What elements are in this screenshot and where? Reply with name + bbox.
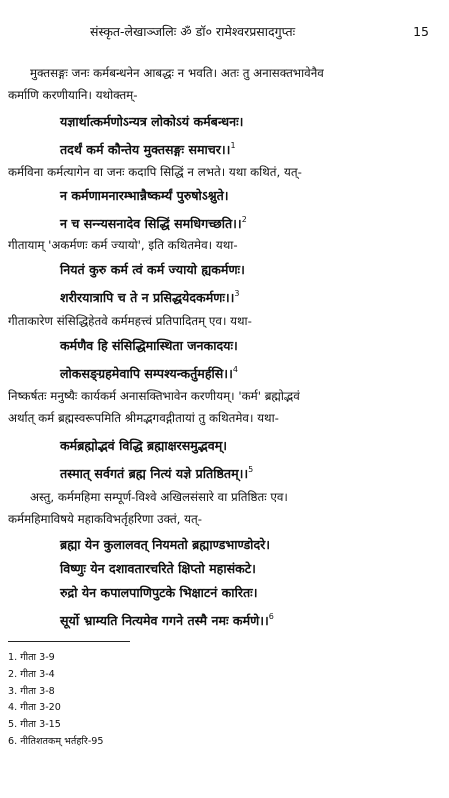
paragraph-line: कर्ममहिमाविषये महाकविभर्तृहरिणा उक्तं, यत्- — [8, 512, 203, 526]
verse-line: तदर्थं कर्म कौन्तेय मुक्तसङ्गः समाचर।।$^1$ — [60, 141, 236, 157]
verse-line: सूर्यो भ्राम्यति नित्यमेव गगने तस्मै नमः कर्मणे।।$^6$ — [60, 612, 274, 628]
verse-2 — [60, 184, 440, 236]
footnote-marker: 1 — [230, 141, 236, 150]
paragraph-line: अस्तु, कर्ममहिमा सम्पूर्ण-विश्वे अखिलसंसारे वा प्रतिष्ठितः एव। — [30, 490, 288, 504]
paragraph-line: कर्माणि करणीयानि। यथोक्तम्- — [8, 88, 138, 102]
paragraph-1 — [8, 62, 440, 106]
footnote: 1. गीता 3-9 — [8, 652, 55, 663]
verse-line: लोकसङ्ग्रहमेवापि सम्पश्यन्कर्तुमर्हसि।।$^4$ — [60, 365, 238, 381]
paragraph-line: गीताकारेण संसिद्धिहेतवे कर्ममहत्त्वं प्रतिपादितम् एव। यथा- — [8, 314, 252, 328]
paragraph-line: गीतायाम् 'अकर्मणः कर्म ज्यायो', इति कथितमेव। यथा- — [8, 238, 238, 252]
verse-line: कर्मणैव हि संसिद्धिमास्थिता जनकादयः। — [60, 338, 238, 353]
paragraph-3 — [8, 234, 440, 256]
footnote-marker: 6 — [268, 612, 274, 621]
footnotes — [8, 650, 308, 751]
verse-line: तस्मात् सर्वगतं ब्रह्म नित्यं यज्ञे प्रतिष्ठितम्।।$^5$ — [60, 465, 254, 481]
footnote-divider — [8, 641, 130, 642]
paragraph-line: कर्मविना कर्मत्यागेन वा जनः कदापि सिद्धिं न लभते। यथा कथितं, यत्- — [8, 165, 302, 179]
paragraph-5 — [8, 385, 440, 429]
paragraph-4 — [8, 310, 440, 332]
footnote-marker: 5 — [248, 465, 254, 474]
verse-line: रुद्रो येन कपालपाणिपुटके भिक्षाटनं कारितः। — [60, 585, 258, 600]
running-title: संस्कृत-लेखाञ्जलिः ॐ डॉ० रामेश्वरप्रसादगुप्तः — [90, 24, 296, 39]
verse-line: न च सन्न्यसनादेव सिद्धिं समधिगच्छति।।$^2$ — [60, 215, 247, 231]
footnote: 3. गीता 3-8 — [8, 685, 55, 697]
paragraph-line: अर्थात् कर्म ब्रह्मस्वरूपमिति श्रीमद्भगवद्गीतायां तु कथितमेव। यथा- — [8, 411, 279, 425]
verse-1 — [60, 110, 440, 162]
verse-3 — [60, 258, 440, 310]
verse-line: शरीरयात्रापि च ते न प्रसिद्धयेदकर्मणः।।$^3$ — [60, 289, 240, 305]
verse-line: यज्ञार्थात्कर्मणोऽन्यत्र लोकोऽयं कर्मबन्धनः। — [60, 114, 244, 129]
paragraph-6 — [8, 486, 440, 530]
footnote-marker: 2 — [241, 215, 247, 224]
page-number: 15 — [413, 24, 429, 39]
paragraph-line: मुक्तसङ्गः जनः कर्मबन्धनेन आबद्धः न भवति। अतः तु अनासक्तभावेनैव — [30, 66, 324, 80]
paragraph-2 — [8, 161, 440, 183]
verse-line: विष्णुः येन दशावतारचरिते क्षिप्तो महासंकटे। — [60, 561, 256, 576]
footnote-marker: 4 — [232, 365, 238, 374]
verse-6 — [60, 533, 440, 633]
verse-4 — [60, 334, 440, 386]
verse-line: न कर्मणामनारम्भान्नैष्कर्म्यं पुरुषोऽश्नुते। — [60, 188, 229, 203]
footnote: 5. गीता 3-15 — [8, 719, 61, 731]
page-header — [0, 22, 449, 42]
verse-line: नियतं कुरु कर्म त्वं कर्म ज्यायो ह्यकर्मणः। — [60, 262, 245, 277]
footnote: 2. गीता 3-4 — [8, 668, 55, 680]
footnote-marker: 3 — [234, 289, 240, 298]
verse-5 — [60, 434, 440, 486]
verse-line: कर्मब्रह्मोद्भवं विद्धि ब्रह्माक्षरसमुद्भवम्। — [60, 438, 228, 453]
verse-line: ब्रह्मा येन कुलालवत् नियमतो ब्रह्माण्डभाण्डोदरे। — [60, 537, 271, 552]
footnote: 6. नीतिशतकम् भर्तहरि-95 — [8, 735, 104, 747]
footnote: 4. गीता 3-20 — [8, 702, 61, 714]
paragraph-line: निष्कर्षतः मनुष्यैः कार्यकर्म अनासक्तिभावेन करणीयम्। 'कर्म' ब्रह्मोद्भवं — [8, 389, 300, 403]
